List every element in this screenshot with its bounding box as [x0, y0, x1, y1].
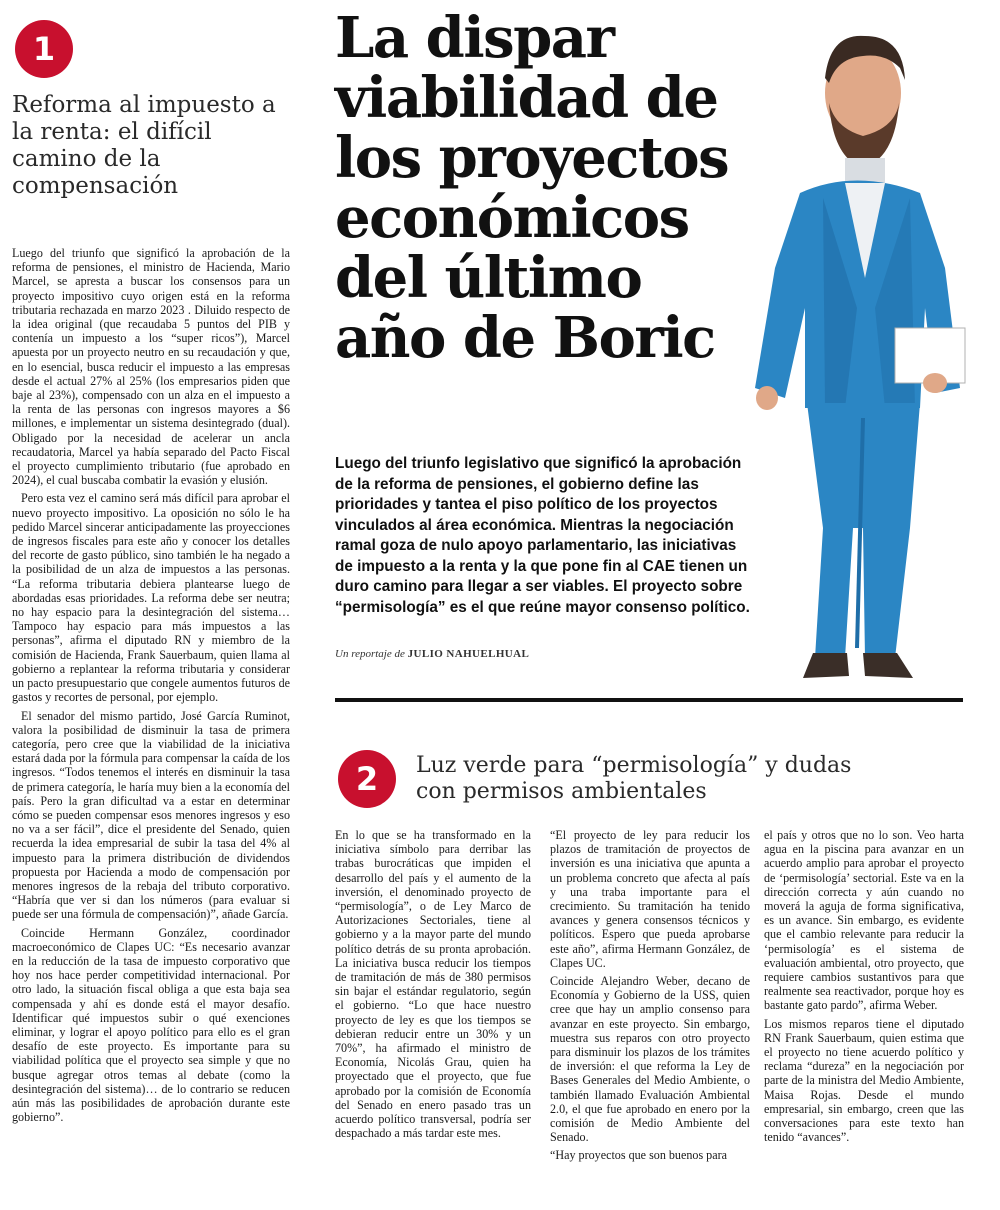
- paragraph: “El proyecto de ley para reducir los plazos de tramitación de proyectos de inversión es una iniciativa que apunta a un problema concreto que afecta al país y una traba importante para el crecimiento. Su tramitación ha tenido avances y genera consensos técnicos y políticos. Espero que pueda aprobarse este año”, afirma Hermann González, de Clapes UC.: [550, 828, 750, 970]
- paragraph: Los mismos reparos tiene el diputado RN Frank Sauerbaum, quien estima que el proyecto no tiene acuerdo político y reclama “dureza” en la negociación por parte de la ministra del Medio Ambiente, Maisa Rojas. Desde el mundo empresarial, sin embargo, creen que las conversaciones para este texto han tenido “avances”.: [764, 1016, 964, 1145]
- section-number-badge: [338, 750, 396, 808]
- article-lede: Luego del triunfo legislativo que significó la aprobación de la reforma de pensiones, el gobierno define las prioridades y tantea el piso político de los proyectos vinculados al área económica. Mientras la negociación ramal goza de nulo apoyo parlamentario, las iniciativas de impuesto a la renta y la que pone fin al CAE tienen un duro camino para llegar a ser viables. El proyecto sobre “permisología” es el que reúne mayor consenso político.: [335, 455, 750, 616]
- byline-label: Un reportaje de: [335, 648, 405, 660]
- section-number: 1: [32, 30, 56, 68]
- byline-author: JULIO NAHUELHUAL: [407, 648, 530, 660]
- paragraph: Coincide Alejandro Weber, decano de Economía y Gobierno de la USS, quien cree que hay un amplio consenso para avanzar en este proyecto. Sin embargo, muestra sus reparos con otro proyecto para disminuir los plazos de los trámites de inversión: el que reforma la Ley de Bases Generales del Medio Ambiente, o también llamado Evaluación Ambiental 2.0, el que fue aprobado en enero por la comisión de Medio Ambiente del Senado.: [550, 974, 750, 1145]
- paragraph: Coincide Hermann González, coordinador macroeconómico de Clapes UC: “Es necesario avanzar en la reducción de la tasa de impuesto corporativo que hoy nos hace perder competitividad internacional. Por otro lado, la situación fiscal obliga a que esta baja sea compensada y ahí es donde está el mayor desafío. Identificar qué impuestos subir o qué exenciones eliminar, y lograr el apoyo político para ello es el gran desafío de este proyecto. Es importante para su viabilidad política que el proyecto sea simple y que no busque agregar otros temas al debate (como la desintegración del sistema)… de lo contrario se reducen aún más las posibilidades de aprobación durante este gobierno”.: [12, 925, 290, 1125]
- article-column: [764, 828, 964, 1148]
- paragraph: Pero esta vez el camino será más difícil para aprobar el nuevo proyecto impositivo. La oposición no sólo le ha pedido Marcel sincerar anticipadamente las proyecciones de ingresos fiscales para este año y conocer los detalles del recorte de gasto público, sino también le ha negado a la posibilidad de un alza de impuestos a las personas. “La reforma tributaria debiera plantearse luego de abordadas esas prioridades. La reforma debe ser neutra; no hay espacio para la desintegración del sistema… Tampoco hay espacio para más impuestos a las personas”, afirma el diputado RN y miembro de la comisión de Hacienda, Frank Sauerbaum, quien llama al gobierno a replantear la reforma tributaria y considerar un pacto presupuestario que congele aumentos futuros de gastos y recortes de personal, por ejemplo.: [12, 491, 290, 705]
- boric-illustration: [745, 8, 995, 698]
- paragraph: El senador del mismo partido, José García Ruminot, valora la posibilidad de disminuir la tasa de primera categoría, pero cree que la viabilidad de la iniciativa estará dada por la fórmula para compensar la caída de los ingresos. “Todos tenemos el interés en disminuir la tasa de primera categoría, le haría muy bien a la economía del país. Pero la gran dificultad va a estar en determinar cómo se pueden compensar esos menores ingresos y eso no va a ser fácil”, dice el presidente del Senado, quien recuerda la idea empresarial de subir la tasa del 4% al impuesto para la primera distribución de dividendos propuesta por Hacienda a modo de compensación por menores ingresos de la rebaja del tributo corporativo. “Habría que ver si dan los números (para evaluar si puede ser una fórmula de compensación)”, añade García.: [12, 708, 290, 922]
- article-column: [335, 828, 531, 1144]
- article-column: [12, 246, 290, 1128]
- paragraph: Luego del triunfo que significó la aprobación de la reforma de pensiones, el ministro de Hacienda, Mario Marcel, se apresta a buscar los consensos para un proyecto impositivo cuyo origen está en la reforma tributaria rechazada en marzo 2023 . Diluido respecto de la idea original (que recaudaba 5 puntos del PIB y contenía un impuesto a los “super ricos”), Marcel apuesta por un proyecto neutro en su recaudación y que, en lo esencial, busca reducir el impuesto a las empresas desde el actual 27% al 25% (los empresarios piden que baje al 23%), compensado con un alza en el impuesto a la renta de las personas con ingresos mayores a $6 millones, e implementar un sistema desintegrado (dual). Obligado por la necesidad de acelerar un ancla recaudatoria, Marcel ya había separado del Pacto Fiscal el proyecto cumplimiento tributario (fue aprobado en 2024), el cual buscaba combatir la evasión y elusión.: [12, 246, 290, 488]
- section-number-badge: [15, 20, 73, 78]
- paragraph: el país y otros que no lo son. Veo harta agua en la piscina para avanzar en un acuerdo amplio para aprobar el proyecto de ‘permisología’ sectorial. Este va en la dirección correcta y aún cuando no moverá la aguja de forma significativa, es un avance. Sin embargo, es evidente que el cambio relevante para reducir la ‘permisología’ es el sistema de evaluación ambiental, otro proyecto, que requiere cambios sustantivos para que realmente sea reactivador, porque hoy es bastante gato pardo”, afirma Weber.: [764, 828, 964, 1013]
- section-number: 2: [355, 760, 379, 798]
- paragraph: En lo que se ha transformado en la iniciativa símbolo para derribar las trabas burocráticas que impiden el desarrollo del país y el aumento de la inversión, el denominado proyecto de “permisología”, o de Ley Marco de Autorizaciones Sectoriales, tiene al gobierno y a la mayor parte del mundo político detrás de su pronta aprobación. La iniciativa busca reducir los tiempos de tramitación de más de 380 permisos sin bajar el estándar regulatorio, según el gobierno. “Lo que hace nuestro proyecto de ley es que los tiempos se debieran reducir entre un 30% y un 70%”, ha afirmado el ministro de Economía, Nicolás Grau, quien ha proyectado que el proyecto, que fue aprobado por la comisión de Economía del Senado en enero pasado tras un acuerdo político transversal, podría ser despachado a más tardar este mes.: [335, 828, 531, 1141]
- article-column: [550, 828, 750, 1167]
- paragraph: “Hay proyectos que son buenos para: [550, 1148, 727, 1163]
- main-headline: La dispar viabilidad de los proyectos económicos del último año de Boric: [335, 5, 729, 371]
- section-subheading: Reforma al impuesto a la renta: el difícil camino de la compensación: [12, 92, 276, 199]
- section-divider: [335, 698, 963, 702]
- section-subheading: Luz verde para “permisología” y dudas con permisos ambientales: [416, 753, 852, 804]
- byline: [335, 648, 529, 660]
